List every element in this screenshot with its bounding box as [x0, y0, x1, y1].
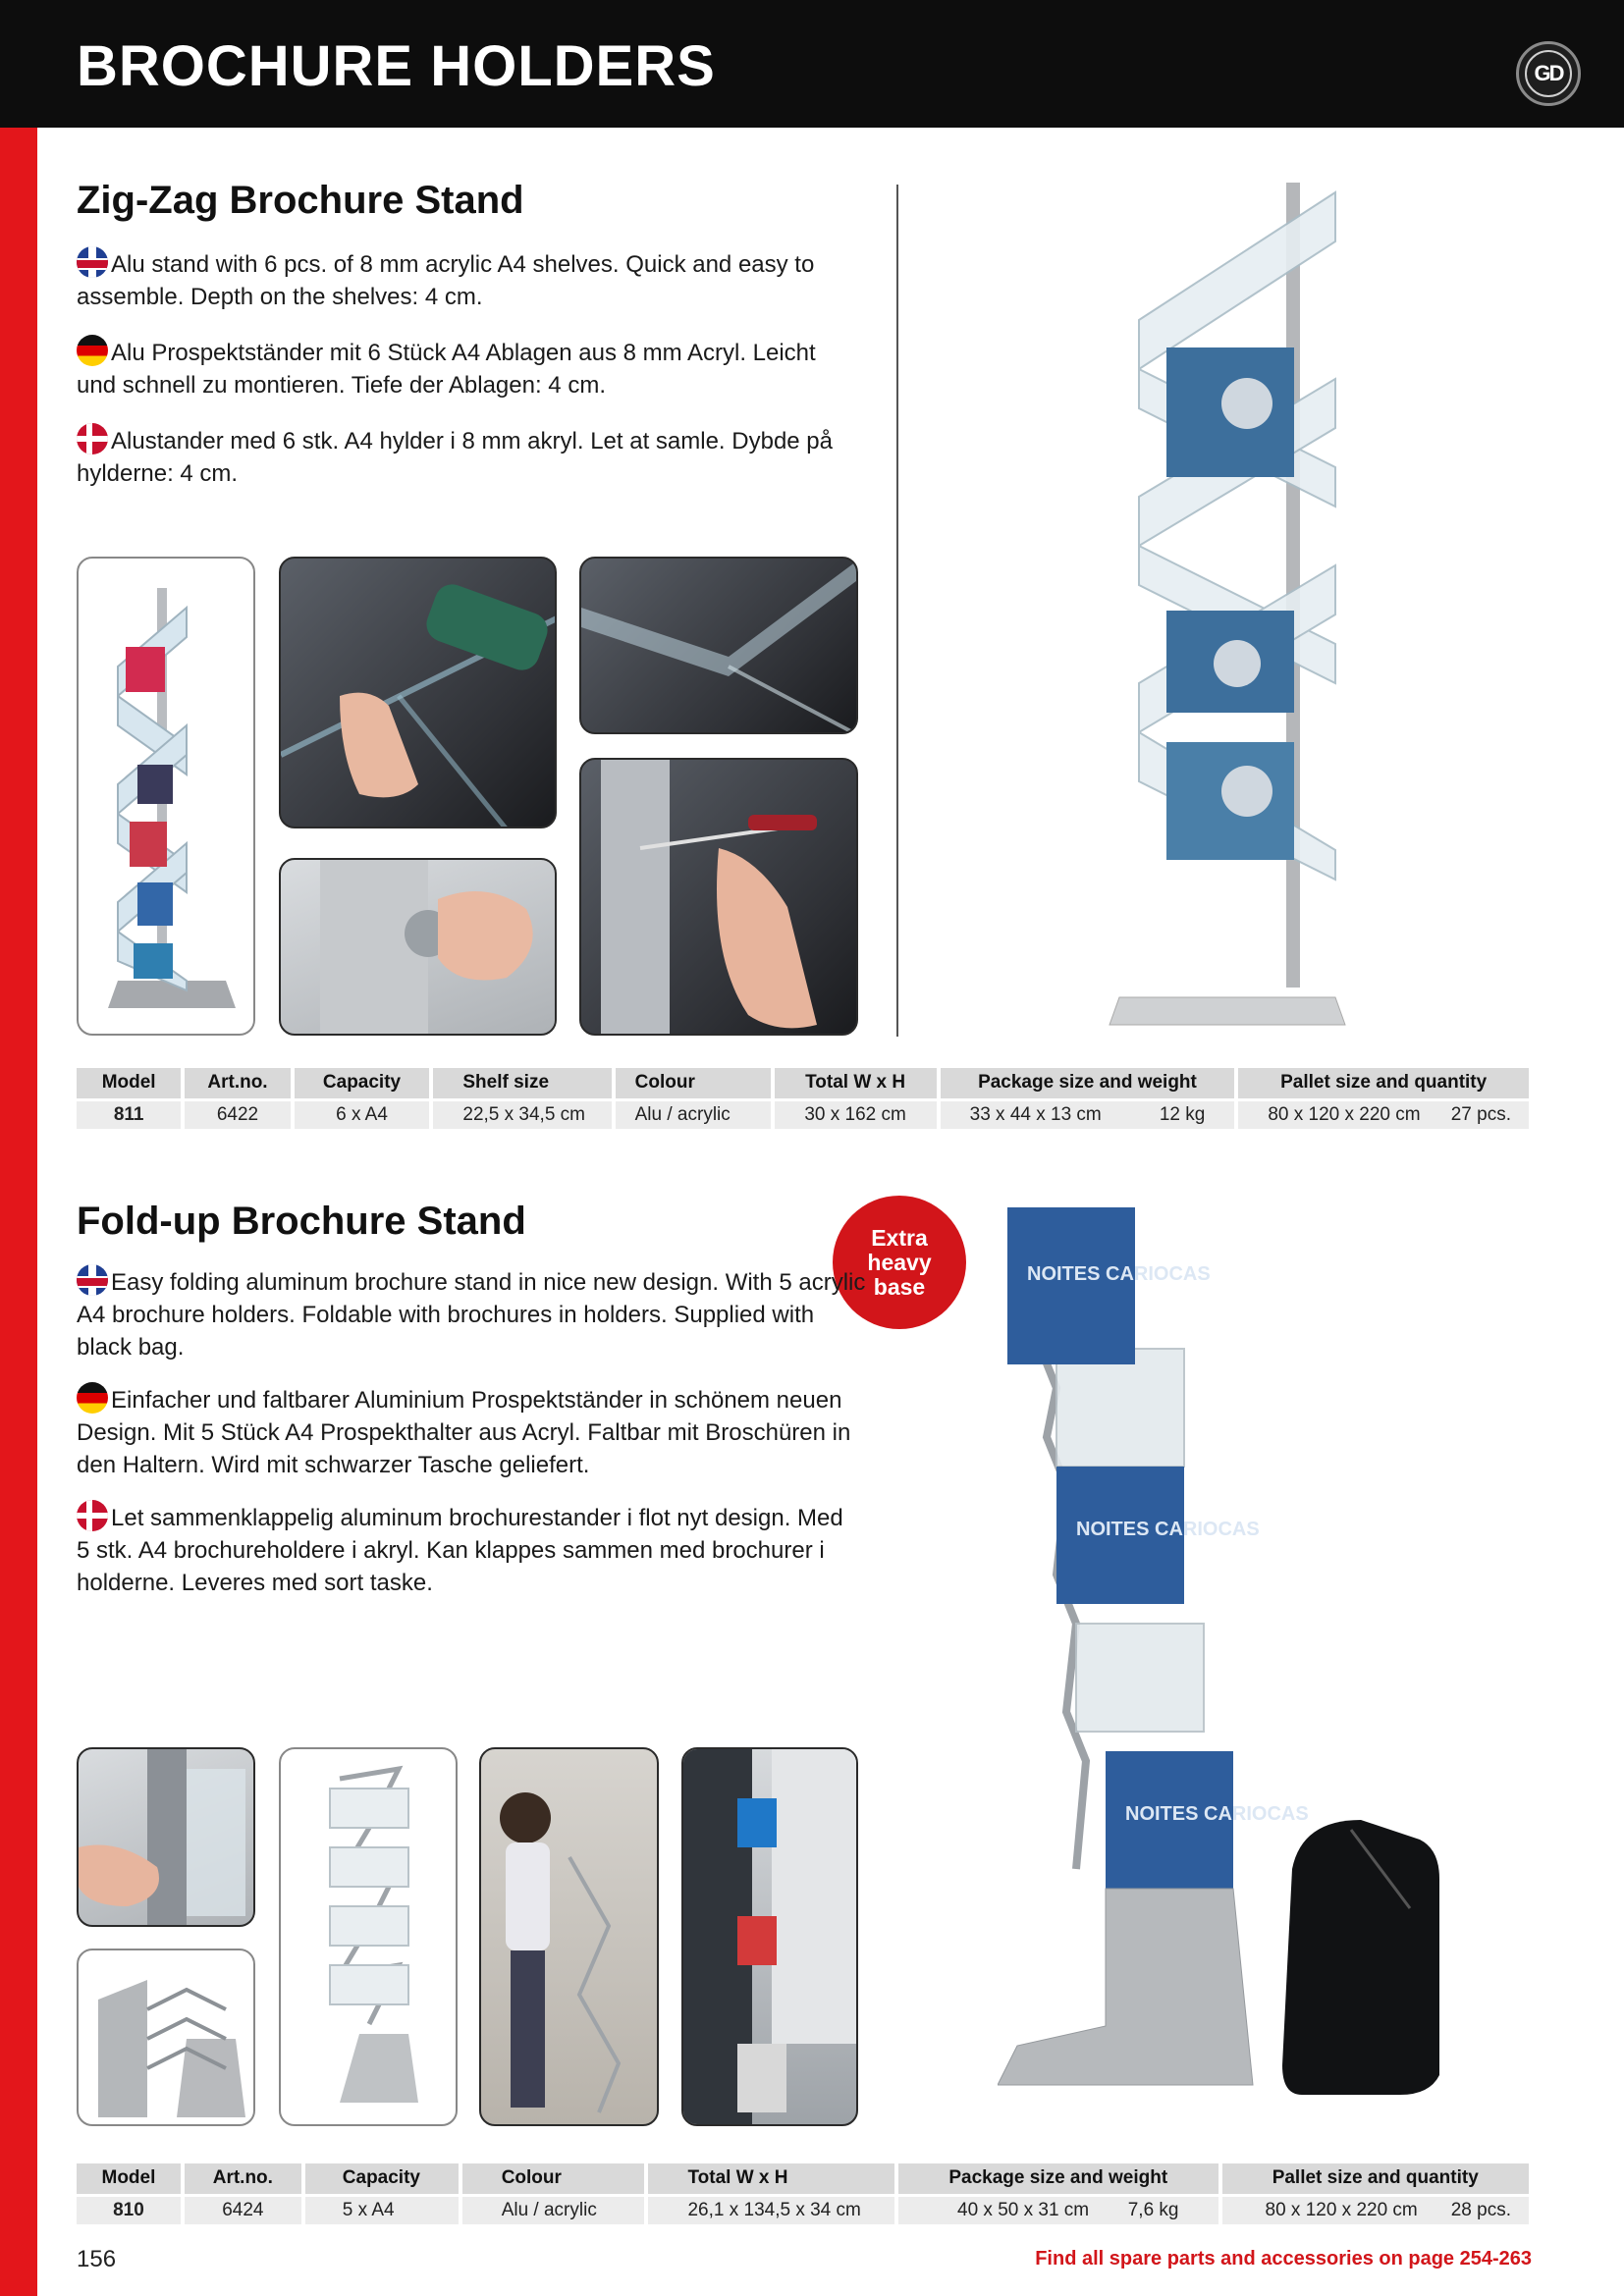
foldup-title: Fold-up Brochure Stand	[77, 1200, 526, 1243]
assembly-photo-screwdriver	[279, 557, 557, 828]
table-cell: 6422	[183, 1099, 292, 1129]
table-cell: 22,5 x 34,5 cm	[431, 1099, 613, 1129]
brochure-label: NOITES CARIOCAS	[1076, 1519, 1260, 1540]
zigzag-desc-dk: Alustander med 6 stk. A4 hylder i 8 mm akryl. Let at samle. Dybde på hylderne: 4 cm.	[77, 423, 852, 490]
table-header: Total W x H	[646, 2163, 896, 2195]
zigzag-desc-en: Alu stand with 6 pcs. of 8 mm acrylic A4 shelves. Quick and easy to assemble. Depth on the shelves: 4 cm.	[77, 246, 852, 313]
german-flag-icon	[77, 335, 108, 366]
table-header: Art.no.	[183, 2163, 303, 2195]
table-header: Colour	[614, 1068, 773, 1099]
uk-flag-icon	[77, 246, 108, 278]
zigzag-stand-photo-small	[77, 557, 255, 1036]
german-flag-icon	[77, 1382, 108, 1414]
table-cell: 26,1 x 134,5 x 34 cm	[646, 2195, 896, 2224]
danish-flag-icon	[77, 423, 108, 454]
foldup-stand-folded-photo	[279, 1747, 458, 2126]
spare-parts-note: Find all spare parts and accessories on page 254-263	[1035, 2248, 1532, 2269]
table-cell: 33 x 44 x 13 cm 12 kg	[939, 1099, 1237, 1129]
foldup-desc-de: Einfacher und faltbarer Aluminium Prospektständer in schönem neuen Design. Mit 5 Stück A4 Prospekthalter aus Acryl. Faltbar mit Broschüren in den Haltern. Wird mit schwarzer Tasche geliefert.	[77, 1382, 852, 1481]
table-cell: Alu / acrylic	[614, 1099, 773, 1129]
table-header: Capacity	[293, 1068, 432, 1099]
foldup-detail-photo-hinge	[77, 1747, 255, 1927]
table-header-row	[77, 2163, 1531, 2195]
table-header: Art.no.	[183, 1068, 292, 1099]
table-cell: 80 x 120 x 220 cm 27 pcs.	[1236, 1099, 1531, 1129]
table-cell: Alu / acrylic	[460, 2195, 647, 2224]
logo-text: GD	[1534, 61, 1563, 85]
table-header: Colour	[460, 2163, 647, 2195]
table-row	[77, 2195, 1531, 2224]
uk-flag-icon	[77, 1264, 108, 1296]
table-cell: 810	[77, 2195, 183, 2224]
table-cell: 811	[77, 1099, 183, 1129]
zigzag-title: Zig-Zag Brochure Stand	[77, 179, 524, 222]
table-header-row	[77, 1068, 1531, 1099]
table-header: Pallet size and quantity	[1220, 2163, 1532, 2195]
table-cell: 40 x 50 x 31 cm 7,6 kg	[896, 2195, 1219, 2224]
foldup-desc-en: Easy folding aluminum brochure stand in nice new design. With 5 acrylic A4 brochure holders. Foldable with brochures in holders. Supplied with black bag.	[77, 1264, 872, 1363]
table-header: Package size and weight	[896, 2163, 1219, 2195]
column-divider	[896, 185, 898, 1037]
foldup-stand-product-image	[998, 1201, 1441, 2103]
assembly-photo-knob	[279, 858, 557, 1036]
assembly-photo-shelf-detail	[579, 557, 858, 734]
brand-logo-icon	[1516, 41, 1581, 106]
table-cell: 5 x A4	[303, 2195, 460, 2224]
table-cell: 6 x A4	[293, 1099, 432, 1129]
zigzag-stand-product-image	[1100, 183, 1355, 1027]
table-header: Model	[77, 2163, 183, 2195]
zigzag-spec-table	[77, 1068, 1533, 1129]
table-cell: 80 x 120 x 220 cm 28 pcs.	[1220, 2195, 1532, 2224]
foldup-detail-photo-base	[77, 1949, 255, 2126]
room-with-stand-photo	[681, 1747, 858, 2126]
table-header: Total W x H	[773, 1068, 939, 1099]
brochure-label: NOITES CARIOCAS	[1125, 1803, 1309, 1825]
danish-flag-icon	[77, 1500, 108, 1531]
zigzag-desc-de: Alu Prospektständer mit 6 Stück A4 Ablagen aus 8 mm Acryl. Leicht und schnell zu montieren. Tiefe der Ablagen: 4 cm.	[77, 335, 852, 401]
page-number: 156	[77, 2246, 117, 2272]
assembly-photo-pin	[579, 758, 858, 1036]
table-header: Model	[77, 1068, 183, 1099]
foldup-spec-table	[77, 2163, 1533, 2224]
table-cell: 30 x 162 cm	[773, 1099, 939, 1129]
table-header: Pallet size and quantity	[1236, 1068, 1531, 1099]
table-cell: 6424	[183, 2195, 303, 2224]
table-header: Package size and weight	[939, 1068, 1237, 1099]
table-header: Shelf size	[431, 1068, 613, 1099]
woman-with-stand-photo	[479, 1747, 659, 2126]
table-row	[77, 1099, 1531, 1129]
table-header: Capacity	[303, 2163, 460, 2195]
side-accent-strip	[0, 128, 37, 2296]
page-title: BROCHURE HOLDERS	[77, 34, 716, 98]
foldup-desc-dk: Let sammenklappelig aluminum brochurestander i flot nyt design. Med 5 stk. A4 brochureholdere i akryl. Kan klappes sammen med brochurer i holderne. Leveres med sort taske.	[77, 1500, 862, 1599]
brochure-label: NOITES CARIOCAS	[1027, 1263, 1211, 1285]
extra-heavy-base-badge: Extra heavy base	[833, 1196, 966, 1329]
